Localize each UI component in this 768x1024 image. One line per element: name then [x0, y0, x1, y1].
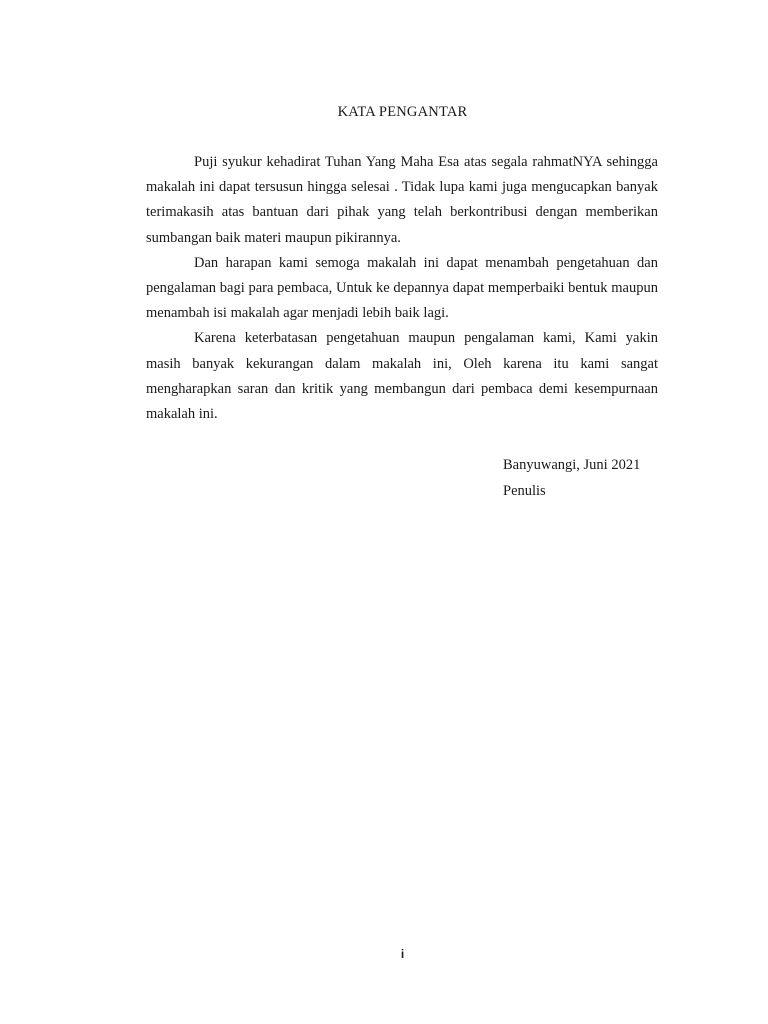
signature-author: Penulis — [503, 482, 546, 499]
signature-place-date: Banyuwangi, Juni 2021 — [503, 457, 641, 473]
body-text — [146, 150, 658, 427]
signature-block — [503, 453, 640, 504]
paragraph-3: Karena keterbatasan pengetahuan maupun pengalaman kami, Kami yakin masih banyak kekurangan dalam makalah ini, Oleh karena itu kami sangat mengharapkan saran dan kritik yang membangun dari pembaca demi kesempurnaan makalah ini. — [146, 330, 658, 423]
paragraph-1: Puji syukur kehadirat Tuhan Yang Maha Esa atas segala rahmatNYA sehingga makalah ini dapat tersusun hingga selesai . Tidak lupa kami juga mengucapkan banyak terimakasih atas bantuan dari pihak yang telah berkontribusi dengan memberikan sumbangan baik materi maupun pikirannya. — [146, 154, 658, 246]
paragraph-2: Dan harapan kami semoga makalah ini dapat menambah pengetahuan dan pengalaman bagi para pembaca, Untuk ke depannya dapat memperbaiki bentuk maupun menambah isi makalah agar menjadi lebih baik lagi. — [146, 254, 658, 322]
page-title: KATA PENGANTAR — [337, 104, 468, 120]
page-number: i — [400, 947, 405, 961]
